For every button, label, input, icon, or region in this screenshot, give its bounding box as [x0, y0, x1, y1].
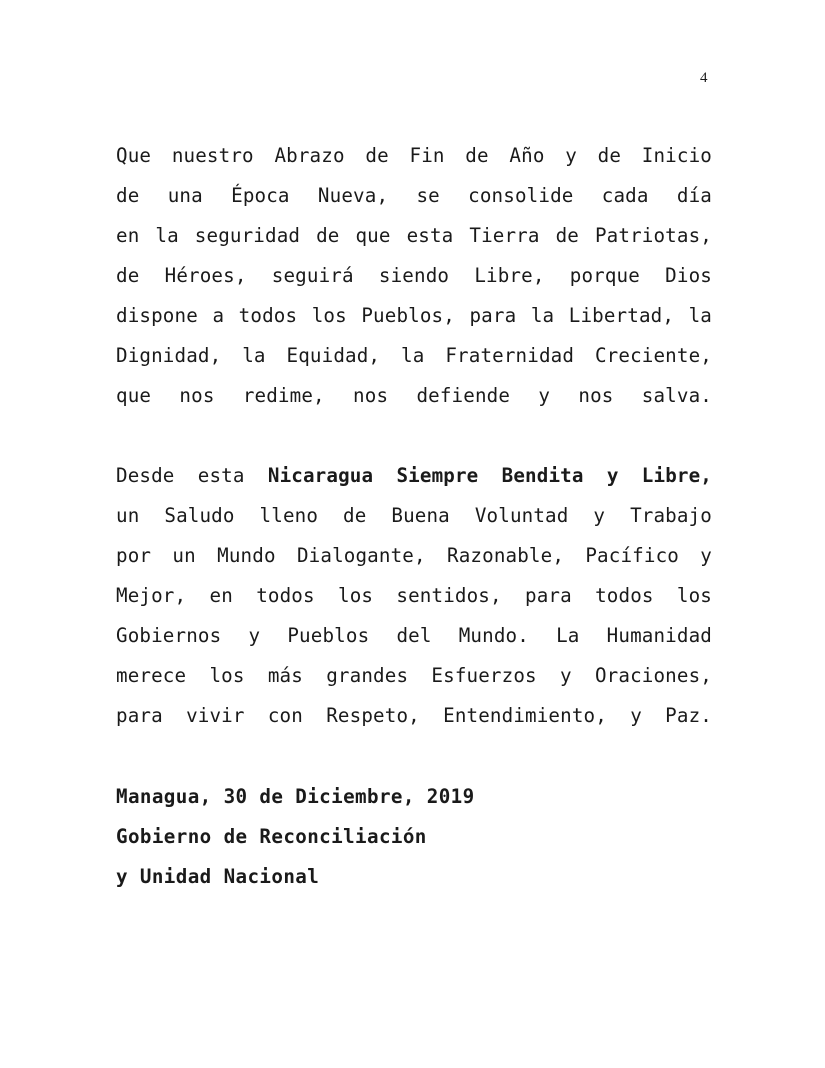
signature-org-line-1: Gobierno de Reconciliación — [116, 825, 427, 848]
paragraph-line: para vivir con Respeto, Entendimiento, y Paz. — [116, 704, 712, 727]
paragraph-line: de una Época Nueva, se consolide cada día — [116, 184, 712, 207]
greeting-prefix: Desde esta — [116, 464, 245, 487]
paragraph-line: un Saludo lleno de Buena Voluntad y Trabajo — [116, 504, 712, 527]
paragraph-line: merece los más grandes Esfuerzos y Oraciones, — [116, 664, 712, 687]
paragraph-line: dispone a todos los Pueblos, para la Libertad, la — [116, 304, 712, 327]
paragraph-line: Dignidad, la Equidad, la Fraternidad Creciente, — [116, 344, 712, 367]
paragraph-line: en la seguridad de que esta Tierra de Patriotas, — [116, 224, 712, 247]
paragraph-line: de Héroes, seguirá siendo Libre, porque Dios — [116, 264, 712, 287]
paragraph-line: Que nuestro Abrazo de Fin de Año y de Inicio — [116, 144, 712, 167]
paragraph-line: que nos redime, nos defiende y nos salva. — [116, 384, 712, 407]
paragraph-line-mixed — [116, 464, 712, 488]
greeting-bold-phrase: Nicaragua Siempre Bendita y Libre, — [267, 464, 712, 487]
paragraph-line: Gobiernos y Pueblos del Mundo. La Humanidad — [116, 624, 712, 647]
paragraph-line: por un Mundo Dialogante, Razonable, Pacífico y — [116, 544, 712, 567]
paragraph-line: Mejor, en todos los sentidos, para todos los — [116, 584, 712, 607]
signature-date: Managua, 30 de Diciembre, 2019 — [116, 785, 475, 808]
signature-org-line-2: y Unidad Nacional — [116, 865, 320, 888]
page-number: 4 — [700, 70, 708, 86]
